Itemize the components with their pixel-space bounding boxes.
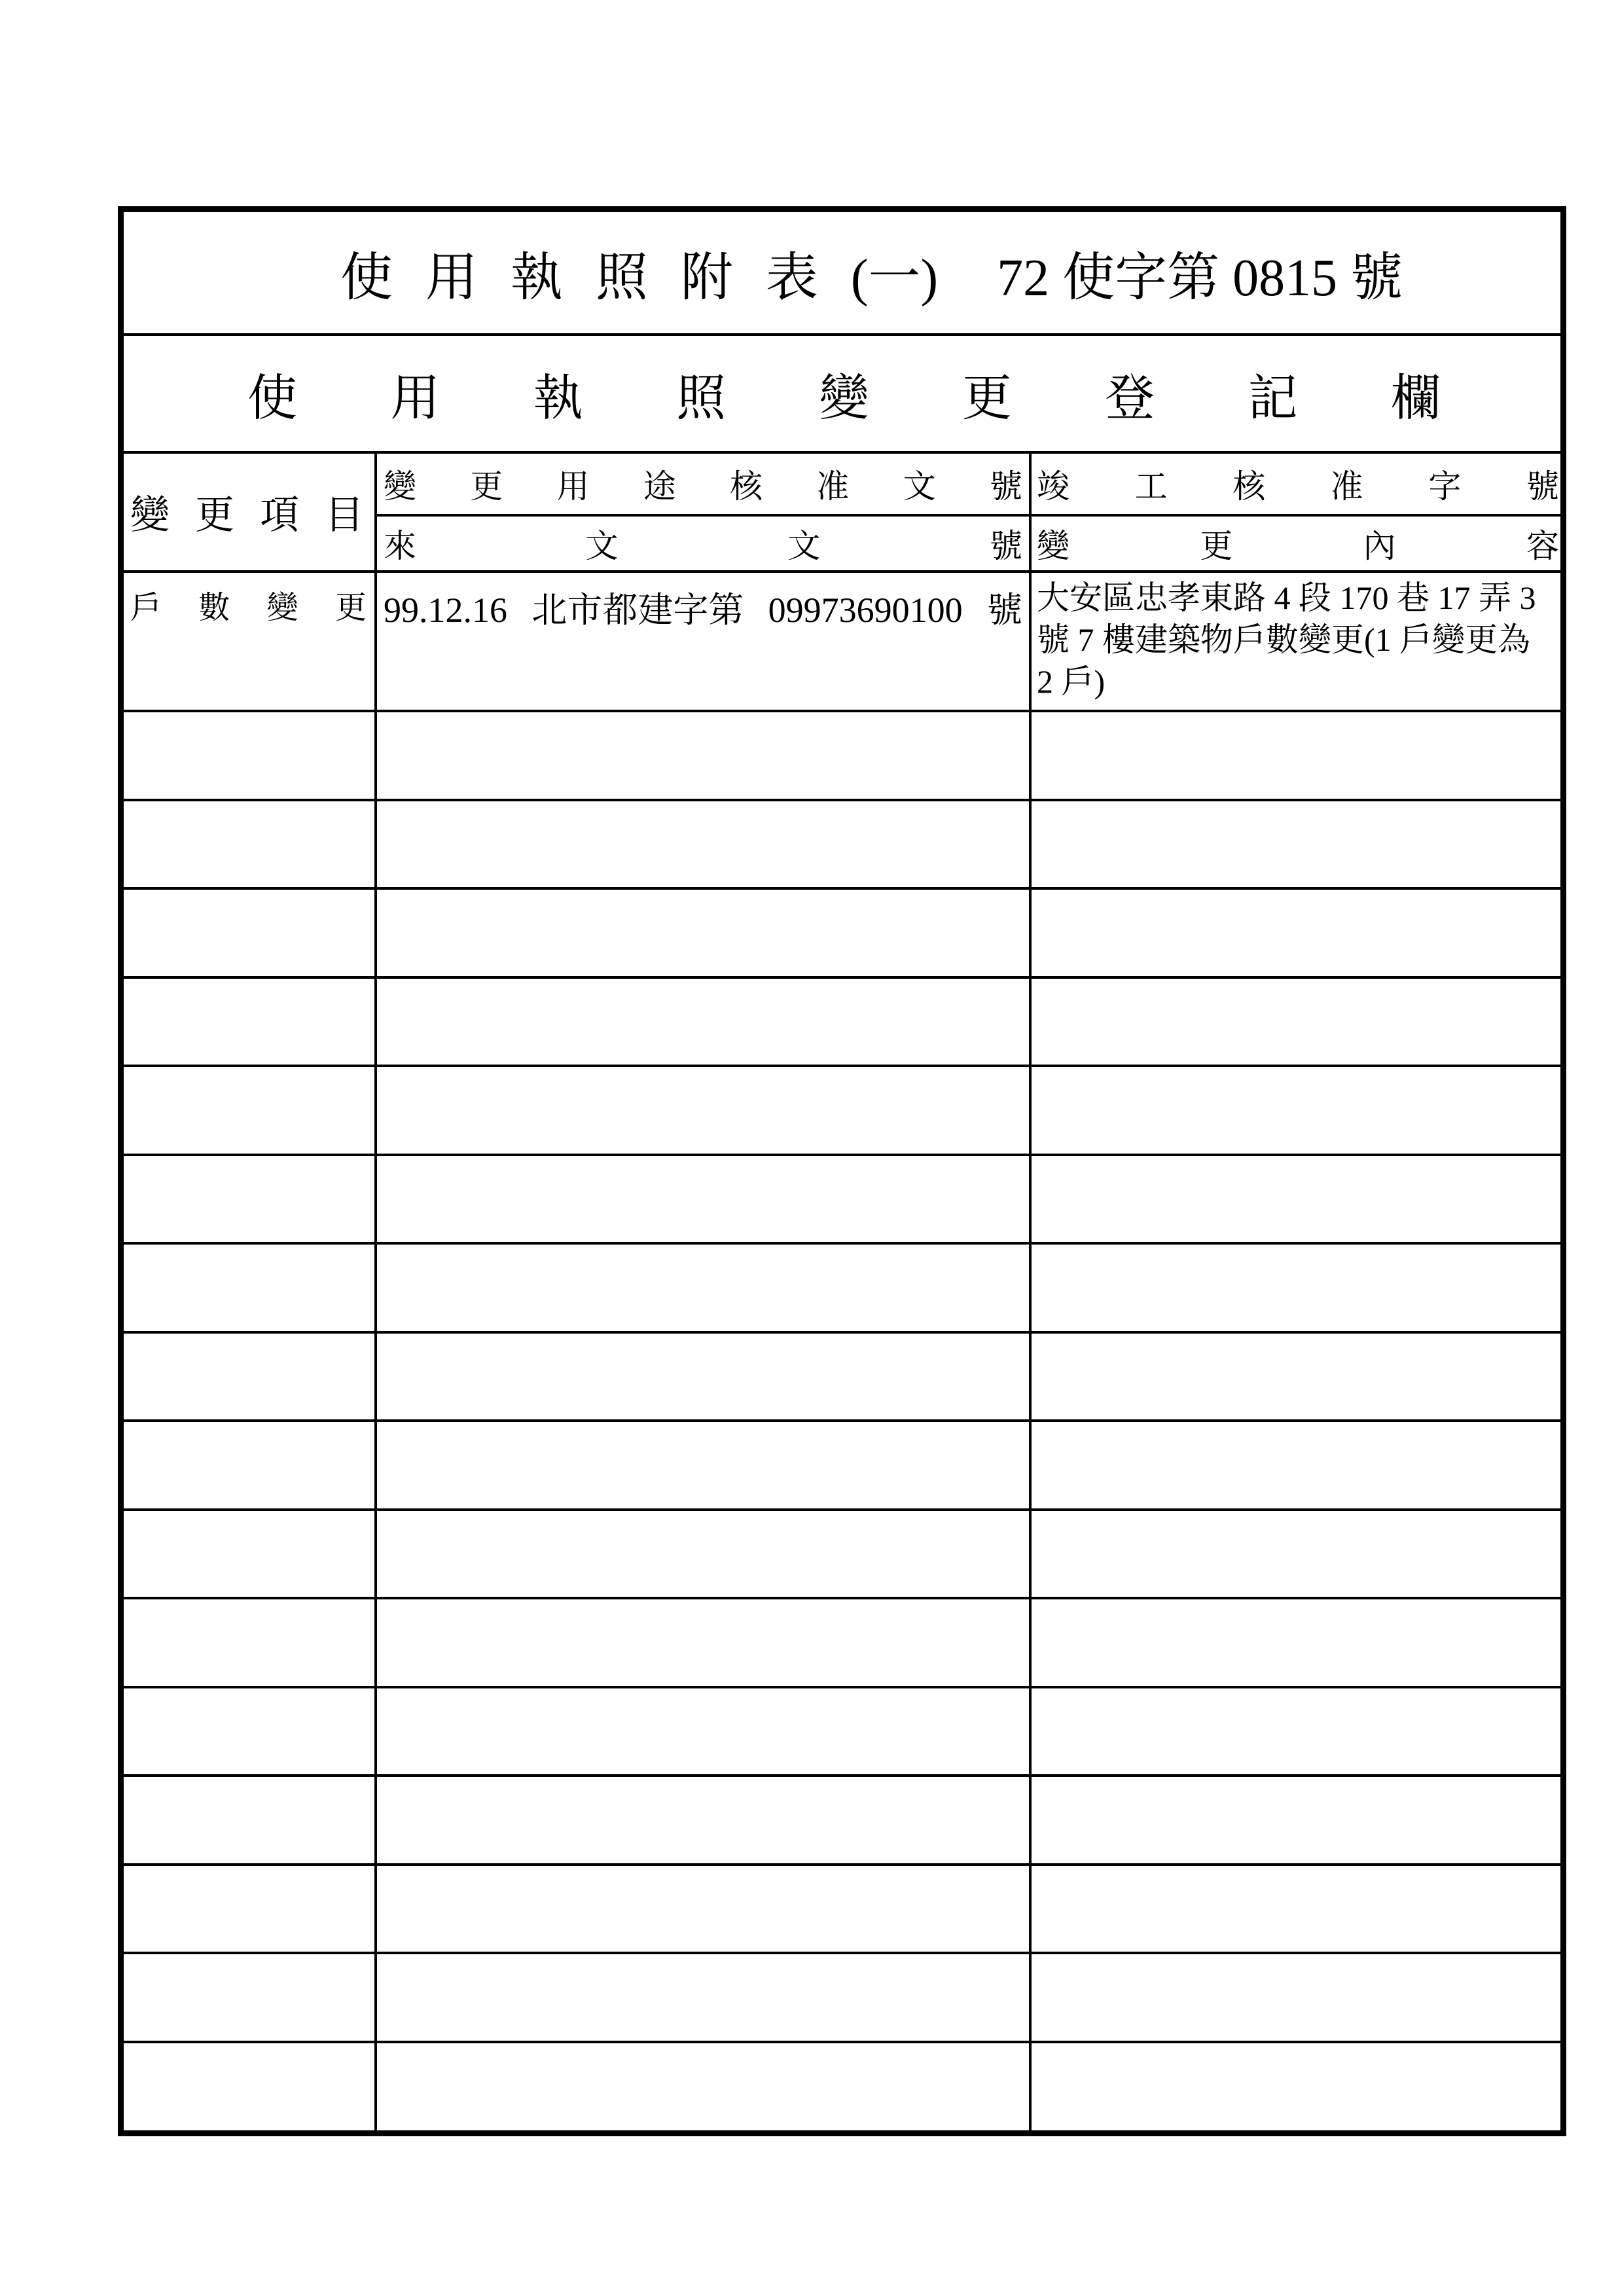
header-incoming-doc-no [376,515,1030,572]
word: 09973690100 [768,591,963,630]
char: 文 [787,528,821,564]
char: 內 [1363,528,1396,564]
blank-cell-content [1030,1776,1560,1865]
blank-cell-document [376,1066,1030,1155]
document-no-cell [376,572,1030,711]
word: 17 [1437,579,1479,616]
char: 號 [989,528,1022,564]
blank-cell-document [376,1155,1030,1244]
blank-cell-document [376,800,1030,889]
blank-row [124,711,1560,800]
header-change-item [124,454,376,572]
char: 准 [816,468,850,505]
word: 170 [1339,579,1397,616]
blank-cell-item [124,2042,376,2131]
blank-cell-item [124,977,376,1066]
header-approval-doc-no [376,454,1030,515]
blank-cell-document [376,888,1030,977]
blank-cell-content [1030,888,1560,977]
word: 7 [1077,621,1102,658]
char: 途 [643,468,676,505]
char: 准 [1330,468,1363,505]
blank-cell-item [124,1953,376,2042]
blank-row [124,888,1560,977]
blank-row [124,1066,1560,1155]
header-completion-no [1030,454,1560,515]
change-content-line: 2 戶) [1037,663,1106,700]
change-item-value [130,582,367,627]
blank-cell-item [124,888,376,977]
char: 用 [390,371,440,426]
blank-cell-document [376,1243,1030,1332]
blank-cell-content [1030,1510,1560,1599]
char: 目 [325,494,364,537]
form-title-row [124,212,1560,336]
blank-row [124,1953,1560,2042]
header-incoming-doc-no-label [384,520,1022,567]
blank-cell-content [1030,1243,1560,1332]
blank-row [124,2042,1560,2131]
char: 照 [676,371,727,426]
blank-cell-content [1030,1155,1560,1244]
word: 北市都建字第 [531,591,744,630]
blank-cell-document [376,1865,1030,1954]
blank-row [124,1155,1560,1244]
char: 用 [556,468,590,505]
char: 變 [1037,528,1070,564]
char: 來 [384,528,416,564]
char: 更 [470,468,503,505]
blank-cell-item [124,1421,376,1510]
blank-cell-content [1030,1865,1560,1954]
blank-cell-item [124,1332,376,1421]
blank-cell-item [124,1776,376,1865]
change-item-cell [124,572,376,711]
blank-cell-content [1030,2042,1560,2131]
word: 弄 [1479,579,1520,616]
word: 3 [1519,579,1536,616]
char: 號 [989,468,1022,505]
section-heading [247,358,1441,429]
char: 變 [266,591,298,625]
blank-cell-document [376,977,1030,1066]
blank-cell-content [1030,1687,1560,1776]
blank-cell-item [124,1598,376,1687]
char: 變 [384,468,416,505]
blank-cell-content [1030,1066,1560,1155]
char: 文 [903,468,936,505]
blank-row [124,1687,1560,1776]
table-row [124,572,1560,711]
blank-cell-content [1030,800,1560,889]
word: 戶變更為 [1399,621,1531,658]
word: 號 [986,591,1022,630]
blank-cell-document [376,2042,1030,2131]
blank-row [124,1598,1560,1687]
blank-cell-content [1030,1332,1560,1421]
char: 核 [1232,468,1266,505]
char: 核 [730,468,763,505]
blank-row [124,1332,1560,1421]
table-body [124,572,1560,2130]
char: 戶 [130,591,162,625]
blank-cell-content [1030,1598,1560,1687]
blank-cell-document [376,1687,1030,1776]
char: 變 [130,494,170,537]
change-register-table-wrap [124,454,1560,2130]
blank-cell-content [1030,711,1560,800]
blank-cell-document [376,711,1030,800]
blank-row [124,977,1560,1066]
word: 4 [1274,579,1299,616]
blank-cell-item [124,1155,376,1244]
char: 竣 [1037,468,1070,505]
change-register-table [124,454,1560,2130]
blank-cell-document [376,1510,1030,1599]
char: 字 [1428,468,1462,505]
char: 更 [962,371,1012,426]
blank-cell-content [1030,1953,1560,2042]
blank-cell-document [376,1598,1030,1687]
blank-row [124,1243,1560,1332]
header-change-content [1030,515,1560,572]
char: 欄 [1391,371,1441,426]
header-row-1 [124,454,1560,515]
char: 容 [1526,528,1559,564]
char: 數 [198,591,230,625]
char: 使 [247,371,297,426]
char: 工 [1134,468,1168,505]
blank-row [124,1510,1560,1599]
blank-cell-content [1030,1421,1560,1510]
char: 更 [195,494,234,537]
license-number: 72 使字第 0815 號 [997,249,1403,307]
blank-cell-item [124,1243,376,1332]
char: 執 [533,371,583,426]
word: 段 [1299,579,1340,616]
form-title: 使用執照附表 [340,249,851,307]
char: 更 [334,591,367,625]
blank-cell-document [376,1332,1030,1421]
blank-cell-item [124,1066,376,1155]
document-no-value [384,582,1022,632]
header-change-item-label [130,484,364,540]
blank-row [124,1776,1560,1865]
blank-cell-document [376,1421,1030,1510]
blank-cell-item [124,1510,376,1599]
section-heading-row [124,336,1560,454]
char: 號 [1526,468,1559,505]
form-title-suffix: (一) [850,249,939,307]
blank-cell-document [376,1776,1030,1865]
header-approval-doc-no-label [384,460,1022,507]
char: 更 [1200,528,1233,564]
word: 99.12.16 [384,591,507,630]
header-change-content-label [1037,520,1559,567]
word: 樓建築物戶數變更(1 [1102,621,1400,658]
change-content-cell [1030,572,1560,711]
char: 登 [1105,371,1155,426]
char: 記 [1248,371,1298,426]
char: 文 [585,528,619,564]
blank-cell-item [124,711,376,800]
blank-cell-content [1030,977,1560,1066]
change-content-line [1037,619,1559,661]
blank-row [124,1865,1560,1954]
blank-cell-item [124,1865,376,1954]
header-completion-no-label [1037,460,1559,507]
table-header [124,454,1560,572]
blank-cell-document [376,1953,1030,2042]
blank-row [124,1421,1560,1510]
license-annex-form [118,206,1566,2136]
word: 大安區忠孝東路 [1037,579,1274,616]
char: 變 [819,371,869,426]
change-content-line [1037,577,1559,619]
blank-row [124,800,1560,889]
word: 巷 [1397,579,1438,616]
blank-cell-item [124,1687,376,1776]
blank-cell-item [124,800,376,889]
word: 號 [1037,621,1078,658]
char: 項 [260,494,299,537]
